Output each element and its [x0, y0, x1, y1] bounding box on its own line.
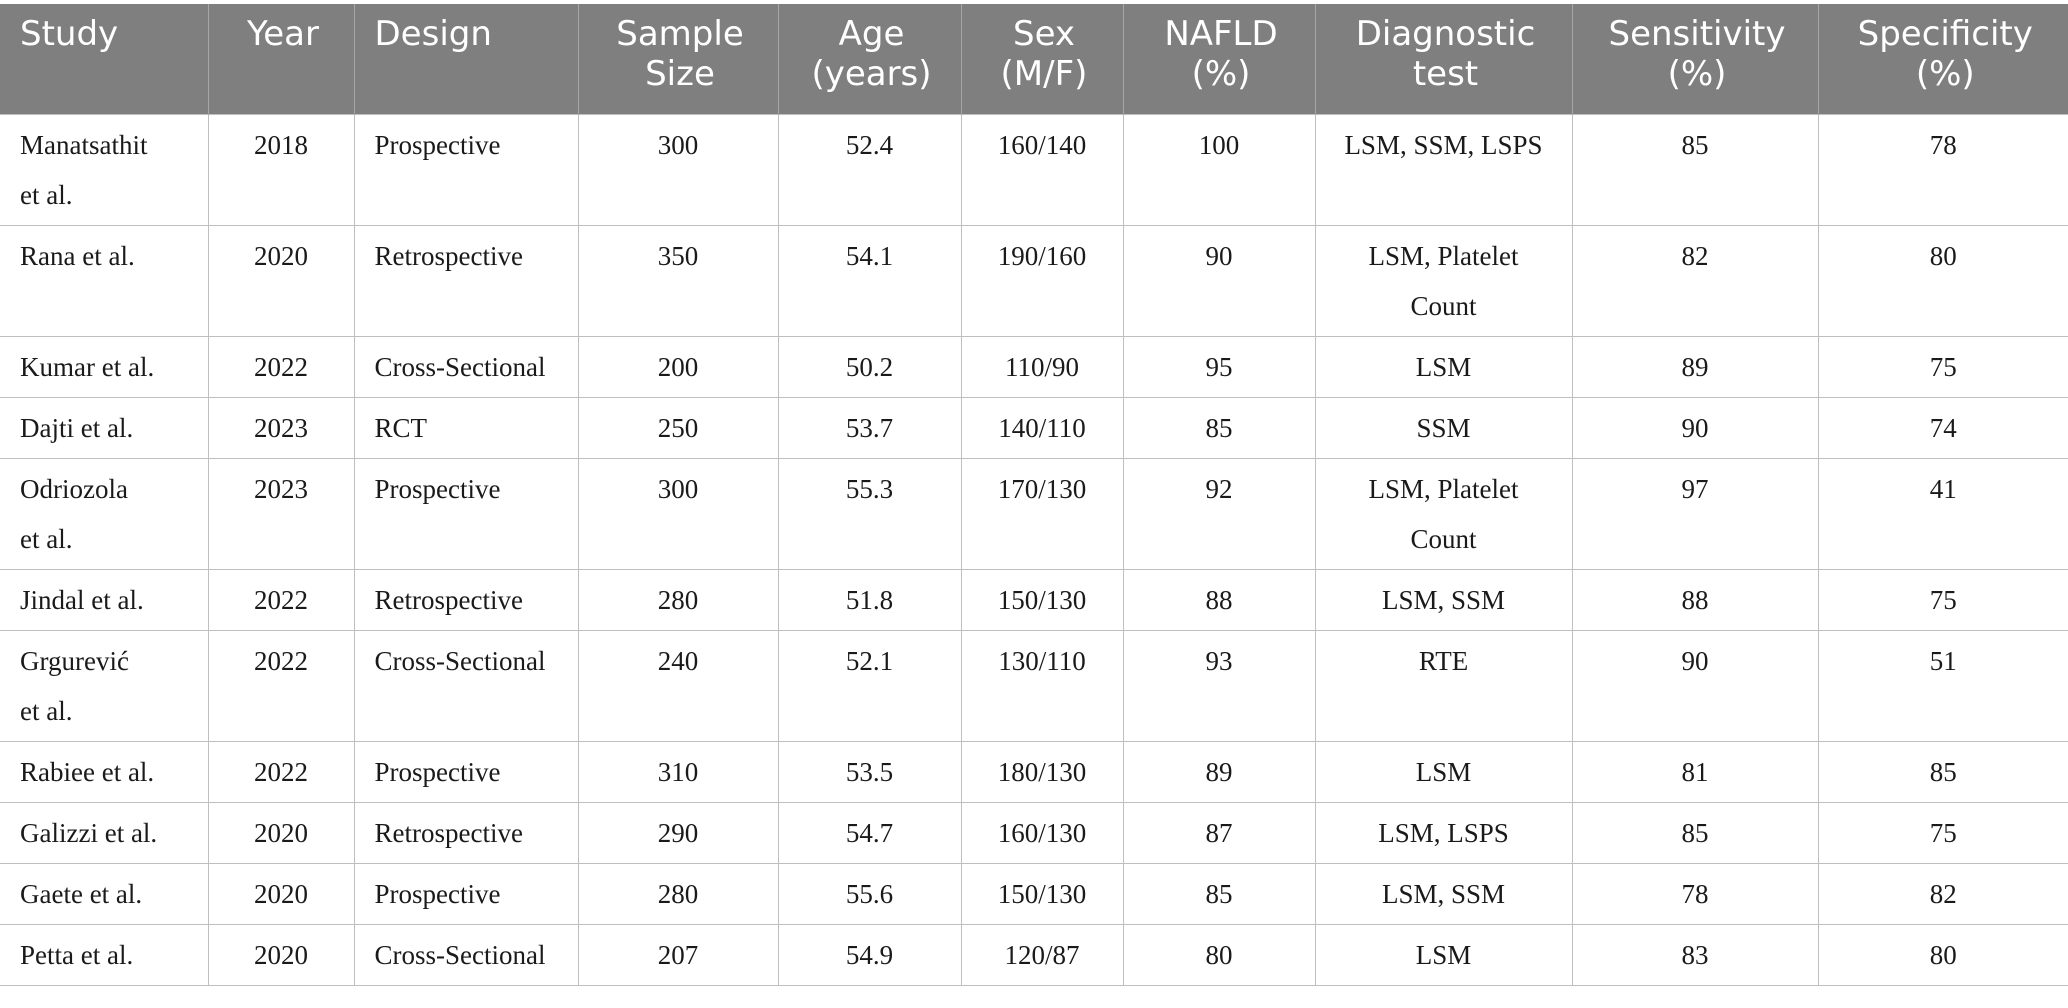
cell-specificity: 41 — [1818, 458, 2068, 569]
cell-sensitivity: 82 — [1572, 225, 1818, 336]
header-design: Design — [354, 4, 578, 114]
header-sensitivity: Sensitivity (%) — [1572, 4, 1818, 114]
cell-study: Grgurević et al. — [0, 630, 208, 741]
header-study: Study — [0, 4, 208, 114]
cell-sex: 180/130 — [961, 741, 1123, 802]
table-row — [0, 924, 2068, 985]
cell-age: 51.8 — [778, 569, 961, 630]
cell-age: 54.9 — [778, 924, 961, 985]
cell-study: Odriozola et al. — [0, 458, 208, 569]
cell-sensitivity: 88 — [1572, 569, 1818, 630]
cell-specificity: 85 — [1818, 741, 2068, 802]
header-nafld: NAFLD (%) — [1123, 4, 1315, 114]
cell-sex: 150/130 — [961, 569, 1123, 630]
cell-sex: 120/87 — [961, 924, 1123, 985]
table-row — [0, 802, 2068, 863]
cell-nafld: 80 — [1123, 924, 1315, 985]
cell-age: 52.1 — [778, 630, 961, 741]
header-age: Age (years) — [778, 4, 961, 114]
cell-year: 2022 — [208, 741, 354, 802]
cell-sex: 190/160 — [961, 225, 1123, 336]
cell-study: Rabiee et al. — [0, 741, 208, 802]
table-row — [0, 336, 2068, 397]
cell-sample-size: 300 — [578, 458, 778, 569]
cell-design: Prospective — [354, 863, 578, 924]
cell-sex: 140/110 — [961, 397, 1123, 458]
cell-sex: 160/130 — [961, 802, 1123, 863]
cell-year: 2020 — [208, 924, 354, 985]
cell-year: 2020 — [208, 802, 354, 863]
cell-nafld: 93 — [1123, 630, 1315, 741]
cell-year: 2020 — [208, 863, 354, 924]
table-row — [0, 225, 2068, 336]
cell-design: Prospective — [354, 741, 578, 802]
cell-sample-size: 200 — [578, 336, 778, 397]
cell-sensitivity: 97 — [1572, 458, 1818, 569]
cell-age: 55.6 — [778, 863, 961, 924]
cell-year: 2022 — [208, 569, 354, 630]
cell-year: 2020 — [208, 225, 354, 336]
table-row — [0, 863, 2068, 924]
cell-year: 2022 — [208, 336, 354, 397]
cell-age: 50.2 — [778, 336, 961, 397]
cell-diagnostic-test: LSM, Platelet Count — [1315, 225, 1572, 336]
cell-sample-size: 240 — [578, 630, 778, 741]
cell-diagnostic-test: LSM — [1315, 741, 1572, 802]
cell-sex: 170/130 — [961, 458, 1123, 569]
cell-diagnostic-test: LSM, Platelet Count — [1315, 458, 1572, 569]
cell-sex: 130/110 — [961, 630, 1123, 741]
cell-specificity: 74 — [1818, 397, 2068, 458]
cell-design: Retrospective — [354, 569, 578, 630]
cell-study: Gaete et al. — [0, 863, 208, 924]
cell-sex: 110/90 — [961, 336, 1123, 397]
table-row — [0, 397, 2068, 458]
cell-specificity: 75 — [1818, 802, 2068, 863]
cell-study: Dajti et al. — [0, 397, 208, 458]
cell-diagnostic-test: LSM, SSM, LSPS — [1315, 114, 1572, 225]
cell-study: Manatsathit et al. — [0, 114, 208, 225]
cell-nafld: 92 — [1123, 458, 1315, 569]
cell-diagnostic-test: LSM — [1315, 924, 1572, 985]
cell-specificity: 75 — [1818, 336, 2068, 397]
cell-year: 2023 — [208, 458, 354, 569]
cell-diagnostic-test: LSM, SSM — [1315, 569, 1572, 630]
study-table — [0, 4, 2068, 986]
cell-diagnostic-test: LSM, SSM — [1315, 863, 1572, 924]
cell-age: 54.7 — [778, 802, 961, 863]
cell-nafld: 85 — [1123, 397, 1315, 458]
cell-diagnostic-test: LSM — [1315, 336, 1572, 397]
table-row — [0, 114, 2068, 225]
cell-design: Cross-Sectional — [354, 336, 578, 397]
cell-age: 53.5 — [778, 741, 961, 802]
table-row — [0, 458, 2068, 569]
cell-nafld: 85 — [1123, 863, 1315, 924]
header-year: Year — [208, 4, 354, 114]
cell-nafld: 88 — [1123, 569, 1315, 630]
header-diagnostic-test: Diagnostic test — [1315, 4, 1572, 114]
cell-age: 52.4 — [778, 114, 961, 225]
cell-nafld: 100 — [1123, 114, 1315, 225]
header-row — [0, 4, 2068, 114]
cell-sensitivity: 90 — [1572, 397, 1818, 458]
cell-sensitivity: 85 — [1572, 114, 1818, 225]
cell-sample-size: 280 — [578, 863, 778, 924]
cell-study: Petta et al. — [0, 924, 208, 985]
cell-sensitivity: 90 — [1572, 630, 1818, 741]
cell-specificity: 78 — [1818, 114, 2068, 225]
table-body — [0, 114, 2068, 985]
cell-year: 2022 — [208, 630, 354, 741]
cell-design: Retrospective — [354, 225, 578, 336]
cell-design: Cross-Sectional — [354, 630, 578, 741]
cell-study: Rana et al. — [0, 225, 208, 336]
cell-sample-size: 280 — [578, 569, 778, 630]
cell-design: Prospective — [354, 114, 578, 225]
cell-age: 54.1 — [778, 225, 961, 336]
table-row — [0, 630, 2068, 741]
cell-design: Prospective — [354, 458, 578, 569]
cell-nafld: 90 — [1123, 225, 1315, 336]
cell-specificity: 80 — [1818, 924, 2068, 985]
cell-sample-size: 310 — [578, 741, 778, 802]
cell-sensitivity: 81 — [1572, 741, 1818, 802]
cell-age: 53.7 — [778, 397, 961, 458]
cell-year: 2018 — [208, 114, 354, 225]
cell-sex: 150/130 — [961, 863, 1123, 924]
cell-diagnostic-test: SSM — [1315, 397, 1572, 458]
cell-specificity: 75 — [1818, 569, 2068, 630]
cell-sensitivity: 85 — [1572, 802, 1818, 863]
cell-specificity: 82 — [1818, 863, 2068, 924]
cell-diagnostic-test: RTE — [1315, 630, 1572, 741]
table-row — [0, 569, 2068, 630]
cell-design: Cross-Sectional — [354, 924, 578, 985]
header-sex: Sex (M/F) — [961, 4, 1123, 114]
table-row — [0, 741, 2068, 802]
cell-sex: 160/140 — [961, 114, 1123, 225]
header-specificity: Specificity (%) — [1818, 4, 2068, 114]
cell-specificity: 80 — [1818, 225, 2068, 336]
cell-sensitivity: 89 — [1572, 336, 1818, 397]
cell-age: 55.3 — [778, 458, 961, 569]
cell-sample-size: 250 — [578, 397, 778, 458]
cell-year: 2023 — [208, 397, 354, 458]
cell-nafld: 89 — [1123, 741, 1315, 802]
cell-sample-size: 350 — [578, 225, 778, 336]
cell-sample-size: 207 — [578, 924, 778, 985]
cell-sensitivity: 78 — [1572, 863, 1818, 924]
header-sample-size: Sample Size — [578, 4, 778, 114]
cell-sensitivity: 83 — [1572, 924, 1818, 985]
cell-design: RCT — [354, 397, 578, 458]
cell-study: Jindal et al. — [0, 569, 208, 630]
cell-sample-size: 290 — [578, 802, 778, 863]
cell-nafld: 87 — [1123, 802, 1315, 863]
cell-study: Galizzi et al. — [0, 802, 208, 863]
cell-diagnostic-test: LSM, LSPS — [1315, 802, 1572, 863]
cell-nafld: 95 — [1123, 336, 1315, 397]
cell-study: Kumar et al. — [0, 336, 208, 397]
cell-design: Retrospective — [354, 802, 578, 863]
cell-sample-size: 300 — [578, 114, 778, 225]
cell-specificity: 51 — [1818, 630, 2068, 741]
